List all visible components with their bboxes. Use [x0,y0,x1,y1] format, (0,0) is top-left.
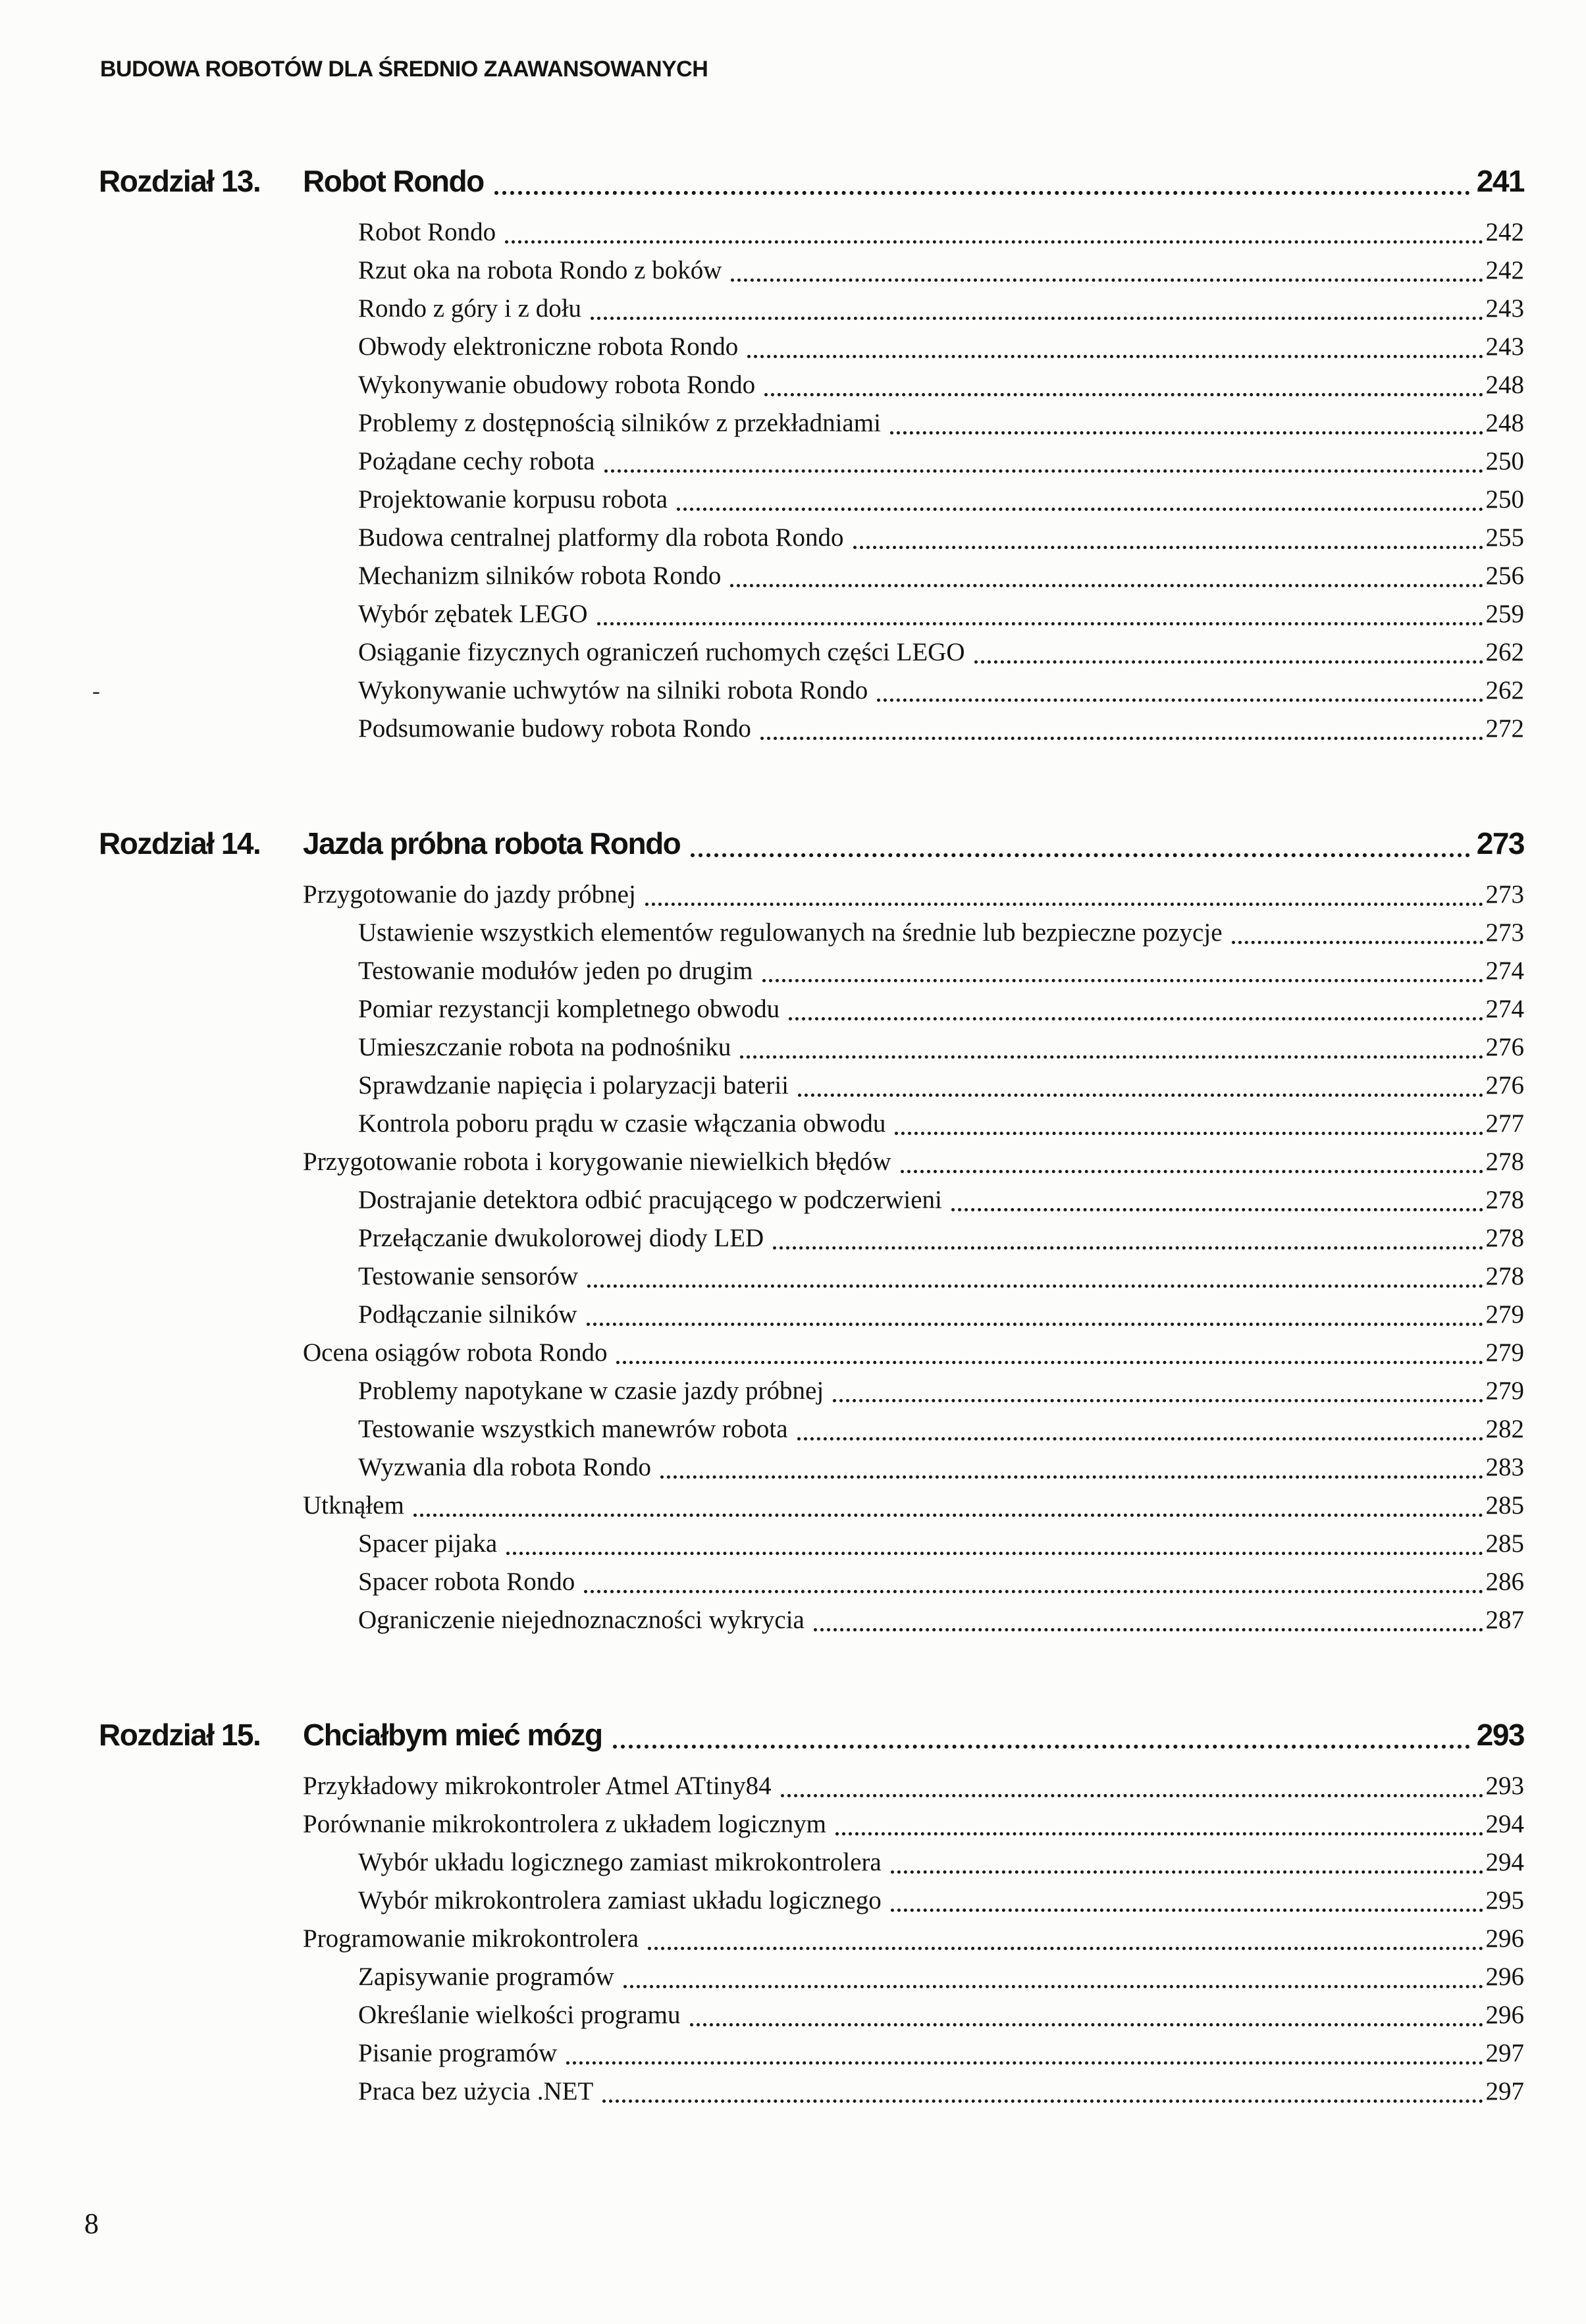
section-row [99,1805,1524,1843]
dot-leader [891,1909,1483,1912]
dot-leader [645,903,1483,906]
section-title: Ocena osiągów robota Rondo [303,1338,608,1367]
dot-leader [505,240,1483,244]
section-row [99,1296,1524,1334]
section-page: 279 [1485,1338,1524,1367]
section-page: 296 [1485,2001,1524,2029]
section-title: Wyzwania dla robota Rondo [358,1453,651,1481]
section-row [99,1843,1524,1882]
section-page: 276 [1485,1033,1524,1061]
section-row [99,1410,1524,1448]
dot-leader [587,1323,1483,1326]
section-title: Problemy napotykane w czasie jazdy próbnej [358,1377,824,1405]
section-page: 259 [1485,600,1524,628]
dot-leader [602,2100,1483,2103]
section-page: 279 [1485,1300,1524,1329]
section-page: 293 [1485,1772,1524,1800]
section-page: 243 [1485,332,1524,361]
section-row [99,595,1524,633]
section-title: Wybór mikrokontrolera zamiast układu logicznego [358,1886,882,1915]
section-page: 262 [1485,676,1524,704]
section-row [99,876,1524,914]
section-title: Programowanie mikrokontrolera [303,1924,639,1953]
section-page: 278 [1485,1148,1524,1176]
chapter-title: Robot Rondo [303,164,484,198]
section-title: Sprawdzanie napięcia i polaryzacji baterii [358,1071,789,1099]
dot-leader [648,1947,1483,1950]
section-row [99,519,1524,557]
section-page: 279 [1485,1377,1524,1405]
section-page: 296 [1485,1924,1524,1953]
section-page: 278 [1485,1186,1524,1214]
section-page: 262 [1485,638,1524,666]
section-title: Rzut oka na robota Rondo z boków [358,256,722,284]
section-row [99,1767,1524,1805]
dot-leader [506,1552,1483,1555]
section-row [99,1028,1524,1067]
section-row [99,1143,1524,1181]
running-header: BUDOWA ROBOTÓW DLA ŚREDNIO ZAAWANSOWANYCH [100,57,708,82]
section-row [99,2073,1524,2111]
section-title: Dostrajanie detektora odbić pracującego w podczerwieni [358,1186,942,1214]
section-title: Pożądane cechy robota [358,447,595,475]
section-title: Pomiar rezystancji kompletnego obwodu [358,995,780,1023]
section-page: 272 [1485,714,1524,743]
section-title: Testowanie modułów jeden po drugim [358,957,753,985]
section-page: 285 [1485,1491,1524,1519]
toc [99,157,1524,2111]
dot-leader [951,1208,1483,1211]
section-row [99,1882,1524,1920]
section-page: 256 [1485,562,1524,590]
dot-leader [597,622,1483,625]
section-page: 294 [1485,1810,1524,1838]
section-page: 274 [1485,995,1524,1023]
chapter-label: Rozdział 13. [99,164,261,198]
section-row [99,952,1524,990]
chapter-page: 241 [1476,164,1524,198]
stray-mark: - [92,677,100,704]
chapter-label: Rozdział 14. [99,826,261,860]
section-row [99,990,1524,1028]
dot-leader [891,1870,1483,1874]
section-row [99,251,1524,290]
dot-leader [660,1475,1483,1479]
section-title: Mechanizm silników robota Rondo [358,562,722,590]
dot-leader [613,1745,1470,1749]
section-row [99,442,1524,481]
section-page: 242 [1485,218,1524,246]
dot-leader [764,393,1483,396]
section-row [99,710,1524,748]
dot-leader [974,660,1483,664]
section-row [99,1525,1524,1563]
section-page: 282 [1485,1415,1524,1443]
dot-leader [413,1514,1483,1517]
section-title: Przykładowy mikrokontroler Atmel ATtiny84 [303,1772,772,1800]
section-title: Przełączanie dwukolorowej diody LED [358,1224,764,1252]
section-row [99,1996,1524,2034]
dot-leader [895,1132,1483,1135]
dot-leader [587,1284,1483,1288]
dot-leader [760,737,1483,740]
dot-leader [853,546,1483,549]
section-row [99,213,1524,251]
section-title: Robot Rondo [358,218,496,246]
section-row [99,672,1524,710]
section-title: Spacer pijaka [358,1529,498,1558]
section-row [99,366,1524,404]
section-title: Pisanie programów [358,2039,558,2067]
section-title: Podłączanie silników [358,1300,577,1329]
section-title: Rondo z góry i z dołu [358,294,582,323]
section-title: Kontrola poboru prądu w czasie włączania obwodu [358,1109,886,1138]
section-title: Wybór układu logicznego zamiast mikrokontrolera [358,1848,882,1876]
section-row [99,1334,1524,1372]
dot-leader [833,1399,1483,1402]
section-row [99,1219,1524,1257]
section-row [99,1067,1524,1105]
section-title: Wybór zębatek LEGO [358,600,588,628]
section-title: Podsumowanie budowy robota Rondo [358,714,751,743]
chapter-title: Jazda próbna robota Rondo [303,826,681,860]
section-page: 243 [1485,294,1524,323]
section-page: 286 [1485,1568,1524,1596]
chapter-row [99,819,1524,868]
section-page: 273 [1485,918,1524,947]
section-row [99,1257,1524,1296]
section-title: Ograniczenie niejednoznaczności wykrycia [358,1606,805,1634]
section-page: 250 [1485,485,1524,514]
section-row [99,633,1524,672]
chapter-page: 293 [1476,1718,1524,1752]
section-title: Porównanie mikrokontrolera z układem logicznym [303,1810,826,1838]
dot-leader [740,1055,1483,1059]
section-row [99,328,1524,366]
toc-chapter [99,157,1524,748]
dot-leader [773,1246,1483,1250]
dot-leader [877,699,1483,702]
section-page: 295 [1485,1886,1524,1915]
dot-leader [814,1628,1483,1631]
section-page: 242 [1485,256,1524,284]
dot-leader [789,1017,1483,1020]
dot-leader [591,317,1483,320]
section-row [99,2034,1524,2073]
dot-leader [604,469,1483,473]
dot-leader [690,2023,1483,2026]
section-page: 248 [1485,409,1524,437]
section-row [99,1920,1524,1958]
section-row [99,290,1524,328]
section-page: 250 [1485,447,1524,475]
section-title: Przygotowanie robota i korygowanie niewielkich błędów [303,1148,891,1176]
section-page: 273 [1485,880,1524,909]
section-page: 248 [1485,371,1524,399]
chapter-row [99,157,1524,205]
section-page: 283 [1485,1453,1524,1481]
section-page: 274 [1485,957,1524,985]
section-title: Testowanie wszystkich manewrów robota [358,1415,788,1443]
section-row [99,1372,1524,1410]
section-page: 294 [1485,1848,1524,1876]
dot-leader [730,584,1483,587]
section-row [99,914,1524,952]
section-row [99,1487,1524,1525]
section-row [99,404,1524,442]
section-title: Zapisywanie programów [358,1963,614,1991]
section-page: 285 [1485,1529,1524,1558]
section-row [99,1181,1524,1219]
footer-page-number: 8 [84,2207,99,2240]
dot-leader [584,1590,1483,1593]
section-page: 287 [1485,1606,1524,1634]
dot-leader [798,1094,1483,1097]
section-title: Ustawienie wszystkich elementów regulowanych na średnie lub bezpieczne pozycje [358,918,1223,947]
dot-leader [797,1437,1483,1440]
chapter-page: 273 [1476,826,1524,860]
dot-leader [623,1985,1483,1988]
dot-leader [901,1170,1483,1173]
section-row [99,1563,1524,1601]
section-page: 276 [1485,1071,1524,1099]
toc-chapter [99,819,1524,1639]
dot-leader [781,1794,1483,1797]
dot-leader [890,431,1483,435]
section-title: Projektowanie korpusu robota [358,485,668,514]
section-page: 278 [1485,1224,1524,1252]
section-title: Wykonywanie uchwytów na silniki robota Rondo [358,676,868,704]
section-title: Wykonywanie obudowy robota Rondo [358,371,756,399]
toc-chapter [99,1710,1524,2111]
section-title: Testowanie sensorów [358,1262,579,1290]
section-page: 278 [1485,1262,1524,1290]
chapter-row [99,1710,1524,1759]
dot-leader [691,853,1469,857]
section-title: Określanie wielkości programu [358,2001,681,2029]
section-page: 255 [1485,523,1524,552]
dot-leader [762,979,1483,982]
section-title: Budowa centralnej platformy dla robota Rondo [358,523,844,552]
section-title: Utknąłem [303,1491,404,1519]
section-page: 297 [1485,2077,1524,2105]
dot-leader [747,355,1483,358]
section-page: 296 [1485,1963,1524,1991]
section-row [99,1958,1524,1996]
section-title: Praca bez użycia .NET [358,2077,594,2105]
section-row [99,481,1524,519]
dot-leader [1232,941,1483,944]
chapter-label: Rozdział 15. [99,1718,261,1752]
section-row [99,1601,1524,1639]
dot-leader [494,191,1470,195]
chapter-title: Chciałbym mieć mózg [303,1718,602,1752]
section-title: Przygotowanie do jazdy próbnej [303,880,636,909]
dot-leader [835,1832,1483,1835]
section-title: Obwody elektroniczne robota Rondo [358,332,739,361]
section-page: 297 [1485,2039,1524,2067]
dot-leader [616,1361,1483,1364]
section-row [99,1448,1524,1487]
dot-leader [566,2061,1483,2065]
section-title: Spacer robota Rondo [358,1568,575,1596]
section-row [99,557,1524,595]
section-title: Problemy z dostępnością silników z przekładniami [358,409,881,437]
section-row [99,1105,1524,1143]
section-page: 277 [1485,1109,1524,1138]
section-title: Umieszczanie robota na podnośniku [358,1033,731,1061]
dot-leader [677,508,1483,511]
section-title: Osiąganie fizycznych ograniczeń ruchomych części LEGO [358,638,965,666]
dot-leader [731,278,1483,282]
